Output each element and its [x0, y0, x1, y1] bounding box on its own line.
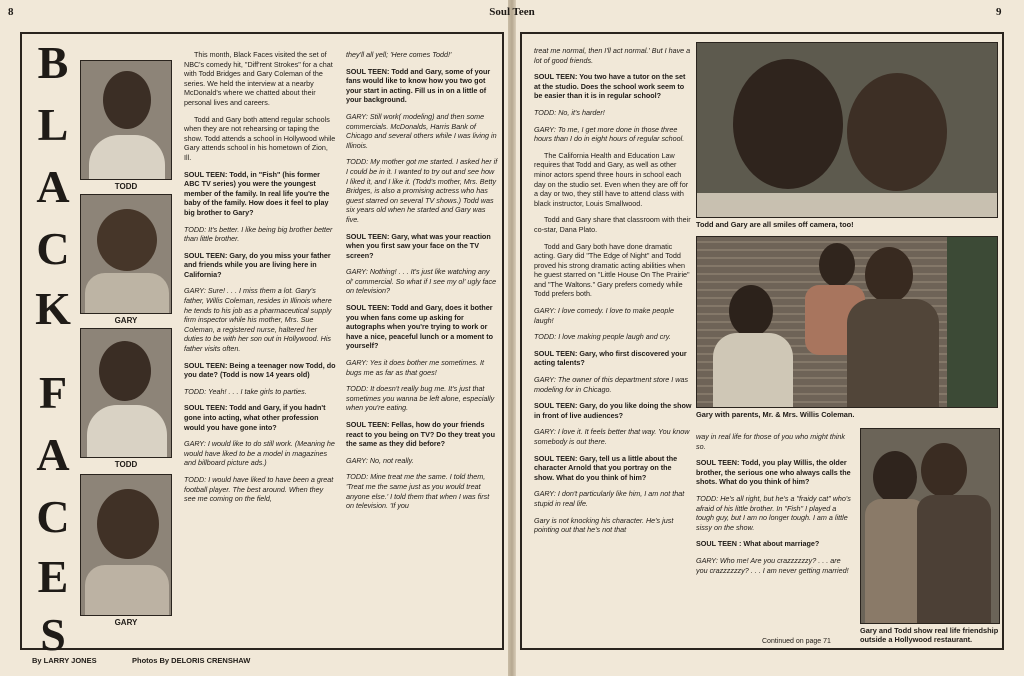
interview-question: SOUL TEEN: Todd and Gary, some of your fans would like to know how you two got your start in acting. Fill us in on a little of your background.	[346, 66, 491, 105]
photo-credit: Photos By DELORIS CRENSHAW	[132, 656, 251, 665]
photo-caption-middle: Gary with parents, Mr. & Mrs. Willis Coleman.	[696, 410, 855, 419]
author-byline: By LARRY JONES	[32, 656, 97, 665]
title-letter: L	[37, 99, 69, 150]
portrait-photo-gary-1	[80, 194, 172, 314]
title-letter: C	[36, 223, 70, 274]
photo-caption: GARY	[114, 316, 138, 325]
interview-answer: TODD: Yeah! . . . I take girls to parties.	[184, 386, 307, 396]
spine-gutter	[508, 0, 516, 676]
interview-question: SOUL TEEN: Fellas, how do your friends react to you being on TV? Do they treat you the same as they did before?	[346, 420, 495, 449]
interview-answer: TODD: Mine treat me the same. I told them, 'Treat me the same just as you would treat anyone else.' I told them that when I was first on television. 'If you	[346, 472, 490, 511]
title-letter: S	[40, 609, 66, 660]
photo-caption: TODD	[114, 182, 138, 191]
interview-question: SOUL TEEN: Being a teenager now Todd, do you date? (Todd is now 14 years old)	[184, 360, 336, 380]
body-paragraph: Todd and Gary both attend regular schools when they are not rehearsing or taping the show. Todd attends a school in Hollywood while Gary attends school in his hometown of Zion, Ill.	[184, 114, 336, 162]
interview-answer: GARY: I don't particularly like him, I am not that stupid in real life.	[534, 489, 685, 508]
photo-gary-with-parents	[696, 236, 998, 408]
interview-answer: TODD: It's better. I like being big brother better than little brother.	[184, 224, 333, 244]
title-letter: E	[37, 551, 69, 602]
interview-answer: treat me normal, then I'll act normal.' But I have a lot of good friends.	[534, 46, 691, 65]
title-letter: C	[36, 491, 70, 542]
portrait-photo-gary-2	[80, 474, 172, 616]
photo-gary-todd-restaurant	[860, 428, 1000, 624]
body-paragraph: Todd and Gary share that classroom with their co-star, Dana Plato.	[534, 215, 691, 234]
interview-question: SOUL TEEN: Gary, tell us a little about the character Arnold that you portray on the show. What do you think of him?	[534, 453, 678, 482]
portrait-photo-todd-2	[80, 328, 172, 458]
photo-todd-gary-smiling	[696, 42, 998, 218]
magazine-name: Soul Teen	[489, 6, 535, 18]
photo-caption-bottom: Gary and Todd show real life friendship outside a Hollywood restaurant.	[860, 626, 999, 644]
interview-question: SOUL TEEN: Todd, in "Fish" (his former ABC TV series) you were the youngest member of the family. In real life you're the baby of the family. How does it feel to play big brother to Gary?	[184, 169, 330, 217]
continued-notice: Continued on page 71	[762, 638, 831, 645]
title-letter: F	[38, 367, 68, 418]
interview-answer: GARY: Yes it does bother me sometimes. It bugs me as far as that goes!	[346, 358, 484, 377]
body-paragraph: Todd and Gary both have done dramatic acting. Gary did "The Edge of Night" and Todd proved his strong dramatic acting abilities when he guest starred on "Little House On The Prairie" and "The Waltons." Gary prefers comedy while Todd prefers both.	[534, 241, 690, 299]
article-column-1	[184, 50, 336, 648]
title-letter: A	[36, 161, 70, 212]
interview-question: SOUL TEEN: You two have a tutor on the set at the studio. Does the school work seem to be easier than it is in regular school?	[534, 72, 686, 101]
title-letter: B	[37, 37, 69, 88]
interview-answer: GARY: Who me! Are you crazzzzzzy? . . . are you crazzzzzzy? . . . I am never getting married!	[696, 555, 849, 575]
portrait-photo-todd-1	[80, 60, 172, 180]
interview-answer: GARY: I love comedy. I love to make people laugh!	[534, 306, 674, 325]
interview-answer: way in real life for those of you who might think so.	[696, 432, 846, 451]
interview-answer: they'll all yell; 'Here comes Todd!'	[346, 50, 452, 59]
interview-question: SOUL TEEN : What about marriage?	[696, 539, 820, 549]
interview-answer: GARY: To me, I get more done in those three hours than I do in eight hours of regular school.	[534, 124, 685, 144]
title-letter: A	[36, 429, 70, 480]
interview-answer: GARY: Still work( modeling) and then some commercials. McDonalds, Harris Bank of Chicago and several others while I was living in Illinois.	[346, 111, 497, 150]
title-letter: K	[35, 283, 71, 334]
photo-caption: TODD	[114, 460, 138, 469]
interview-question: SOUL TEEN: Todd, you play Willis, the older brother, the serious one who always calls the shots. What do you think of him?	[696, 458, 851, 487]
interview-answer: GARY: I love it. It feels better that way. You know somebody is out there.	[534, 427, 690, 446]
interview-answer: TODD: It doesn't really bug me. It's just that sometimes you wanna be left alone, especially when you're eating.	[346, 384, 495, 413]
interview-answer: TODD: He's all right, but he's a "fraidy cat" who's afraid of his little brother. In "Fish" I played a tough guy, but I am no longer tough. I am a little sissy on the show.	[696, 493, 851, 532]
interview-question: SOUL TEEN: Gary, who first discovered your acting talents?	[534, 348, 687, 368]
interview-answer: TODD: My mother got me started. I asked her if I could be in it. I wanted to try out and see how I liked it, and I like it. (Todd's mother, Mrs. Betty Bridges, is also a promising actress who has guest starred on several TV shows.) Todd was six years old when he started and Gary was five.	[346, 157, 498, 224]
interview-answer: GARY: No, not really.	[346, 455, 414, 465]
interview-question: SOUL TEEN: Gary, do you like doing the show in front of live audiences?	[534, 401, 692, 420]
photo-caption-top: Todd and Gary are all smiles off camera, too!	[696, 220, 854, 229]
interview-question: SOUL TEEN: Gary, what was your reaction when you first saw your face on the TV screen?	[346, 231, 491, 260]
article-column-2	[346, 50, 498, 648]
right-page	[516, 0, 1024, 676]
interview-answer: GARY: The owner of this department store I was modeling for in Chicago.	[534, 375, 689, 394]
interview-question: SOUL TEEN: Todd and Gary, does it bother you when fans come up asking for autographs when you're trying to work or have a nice, peaceful lunch or a moment to yourself?	[346, 303, 493, 351]
page-number-right: 9	[996, 6, 1002, 18]
article-column-4	[696, 432, 854, 632]
interview-question: SOUL TEEN: Gary, do you miss your father and friends while you are living here in California?	[184, 250, 331, 279]
interview-answer: GARY: Sure! . . . I miss them a lot. Gary's father, Willis Coleman, resides in Illinois where he tends to his job as a pharmaceutical supply firm inspector while his mother, Mrs. Sue Coleman, a registered nurse, haltered her duties to be with her son out in Hollywood. His father visits often.	[184, 286, 332, 354]
page-number-left: 8	[8, 6, 14, 18]
interview-answer: Gary is not knocking his character. He's just pointing out that he's not that	[534, 515, 674, 535]
interview-answer: TODD: I would have liked to have been a great football player. The best around. When they see me coming on the field,	[184, 474, 334, 504]
left-page	[0, 0, 508, 676]
interview-answer: GARY: I would like to do still work. (Meaning he would have liked to be a model in magazines and billboard picture ads.)	[184, 439, 335, 468]
interview-answer: GARY: Nothing! . . . It's just like watching any ol' commercial. So what if I see my ol' ugly face on television?	[346, 267, 497, 296]
interview-answer: TODD: No, it's harder!	[534, 107, 605, 117]
body-paragraph: This month, Black Faces visited the set of NBC's comedy hit, "Diff'rent Strokes" for a chat with Todd Bridges and Gary Coleman of the series. We held the interview at a nearby McDonald's where we chatted about their personal lives and careers.	[184, 50, 333, 107]
interview-question: SOUL TEEN: Todd and Gary, if you hadn't gone into acting, what other profession would you have gone into?	[184, 403, 326, 432]
interview-answer: TODD: I love making people laugh and cry.	[534, 332, 671, 342]
photo-caption: GARY	[114, 618, 138, 627]
body-paragraph: The California Health and Education Law requires that Todd and Gary, as well as other minor actors spend three hours in school each day on the studio set. Even when they are off for a day or two, they still have to attend class with black instructor, Louis Smallwood.	[534, 150, 689, 208]
article-column-3	[534, 46, 692, 646]
